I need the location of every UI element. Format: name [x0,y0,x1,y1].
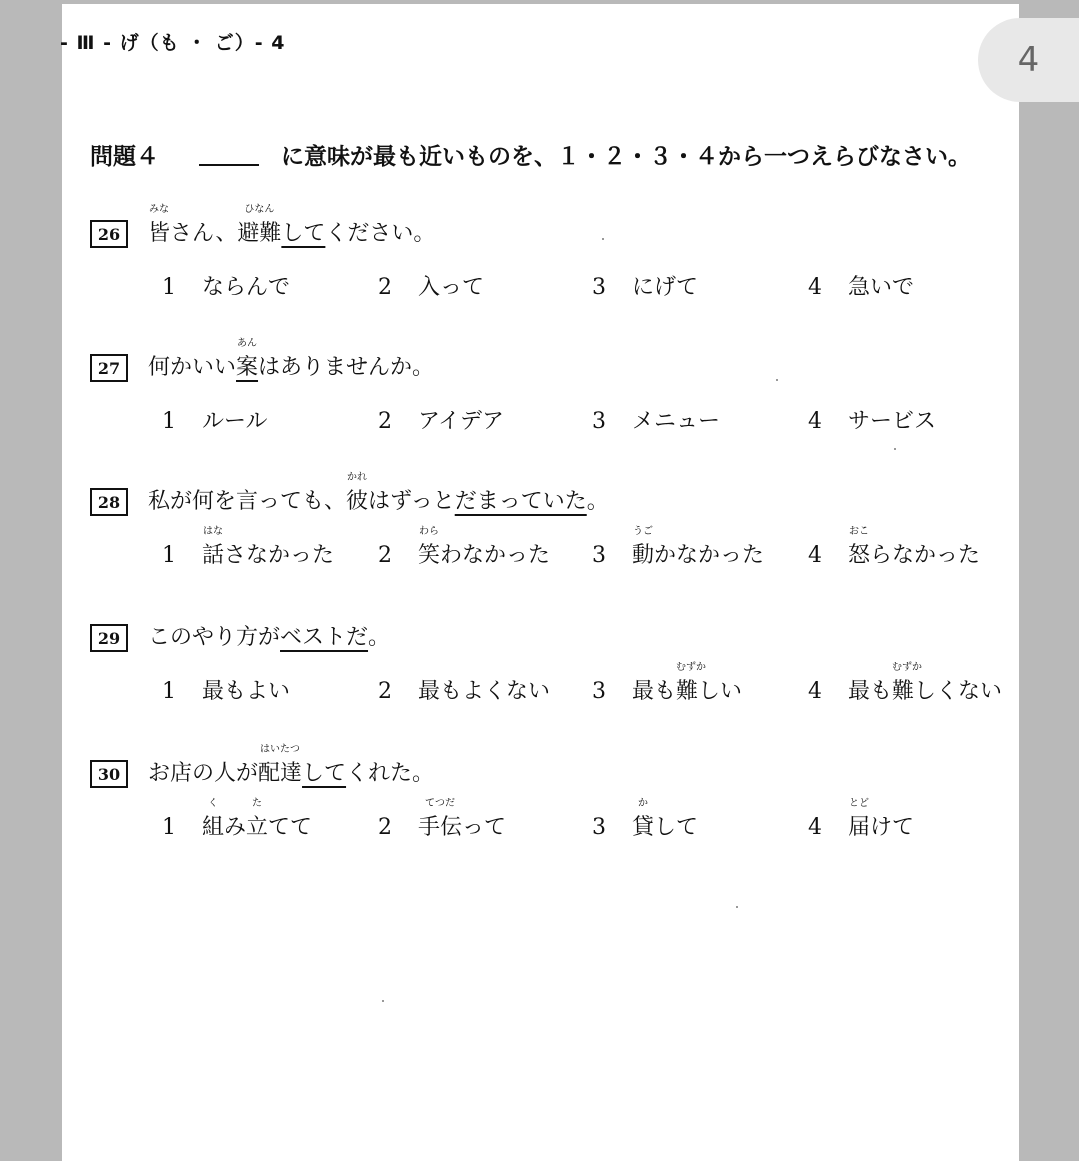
kanji: 彼 [346,489,369,514]
option-4[interactable]: 4 おこ 怒らなかった [808,538,980,569]
option-4[interactable]: 4 サービス [808,409,937,434]
text-fragment: 。 [368,625,391,650]
question-text [148,204,436,247]
text-fragment: はありませんか。 [258,355,435,380]
option-2[interactable]: 2 わら 笑わなかった [378,538,550,569]
kanji: 配達 [258,761,303,786]
question-27 [88,338,988,450]
blank-line [199,140,259,166]
option-3[interactable]: 3 か 貸して [592,810,698,841]
furigana: た [252,798,263,809]
option-1[interactable]: 1 最もよい [162,679,291,704]
text-fragment: ください。 [325,221,436,246]
text-fragment: はずっと [368,489,455,514]
document-page [62,4,1019,1161]
option-3[interactable]: 3 にげて [592,275,699,300]
underlined-target: ベストだ [280,625,369,650]
question-number: 27 [90,354,128,382]
instruction-text: に意味が最も近いものを、１・２・３・４から一つえらびなさい。 [281,144,972,170]
furigana: みな [149,204,169,215]
text-fragment: くれた。 [346,761,435,786]
question-29 [88,614,1003,720]
option-1[interactable]: 1 ならんで [162,275,291,300]
furigana: あん [237,338,258,349]
furigana: はいたつ [260,744,301,755]
problem-label: 問題４ [90,144,159,170]
underlined-target [258,744,347,786]
question-28 [88,472,988,584]
scan-speck [776,379,778,381]
scan-speck [894,448,896,450]
furigana: か [638,798,648,809]
furigana: わら [419,526,439,537]
scan-speck [602,238,604,240]
option-3[interactable]: 3 最も むずか 難しい [592,674,742,705]
underlined-target [237,204,326,246]
text-fragment: 。 [586,489,609,514]
question-number: 30 [90,760,128,788]
furigana: ひなん [244,204,275,215]
answer-options [88,796,988,856]
option-2[interactable]: 2 入って [378,275,485,300]
text-fragment: お店の人が [148,761,259,786]
option-4[interactable]: 4 とど 届けて [808,810,914,841]
question-number: 26 [90,220,128,248]
page-header: - Ⅲ - げ（も ・ ご）- 4 [60,32,286,54]
furigana: うご [633,526,653,537]
question-text [148,472,609,515]
text-fragment: このやり方が [148,625,281,650]
furigana: とど [849,798,869,809]
text-fragment: して [302,761,347,786]
text-fragment: して [281,221,326,246]
kanji: 案 [236,355,259,380]
option-3[interactable]: 3 うご 動かなかった [592,538,764,569]
furigana: はな [203,526,223,537]
answer-options [88,524,988,584]
option-1[interactable]: 1 ルール [162,409,268,434]
furigana: おこ [849,526,869,537]
furigana: てつだ [425,798,455,809]
question-number: 29 [90,624,128,652]
underlined-target: だまっていた [454,489,587,514]
underlined-target [236,338,259,381]
kanji: 避難 [237,221,282,246]
option-4[interactable]: 4 急いで [808,275,915,300]
answer-options [88,390,988,450]
question-30 [88,744,988,856]
question-text [148,620,390,651]
furigana: むずか [676,662,707,673]
question-text [148,744,435,787]
answer-options [88,660,1003,720]
question-text [148,338,435,381]
question-26 [88,204,988,316]
page-number-badge: 4 [978,18,1079,102]
text-fragment: さん、 [170,221,238,246]
option-1[interactable]: 1 く 組み た 立てて [162,810,312,841]
furigana: むずか [892,662,923,673]
option-1[interactable]: 1 はな 話さなかった [162,538,334,569]
option-4[interactable]: 4 最も むずか 難しくない [808,674,1002,705]
option-3[interactable]: 3 メニュー [592,409,721,434]
furigana: かれ [347,472,368,483]
text-fragment: 私が何を言っても、 [148,489,347,514]
answer-options [88,256,988,316]
text-fragment: 何かいい [148,355,237,380]
scan-speck [382,1000,384,1002]
kanji: 皆 [148,221,171,246]
furigana: く [208,798,218,809]
option-2[interactable]: 2 てつだ 手伝って [378,810,506,841]
question-number: 28 [90,488,128,516]
scan-speck [736,906,738,908]
option-2[interactable]: 2 最もよくない [378,679,551,704]
option-2[interactable]: 2 アイデア [378,409,505,434]
instruction [90,138,971,171]
